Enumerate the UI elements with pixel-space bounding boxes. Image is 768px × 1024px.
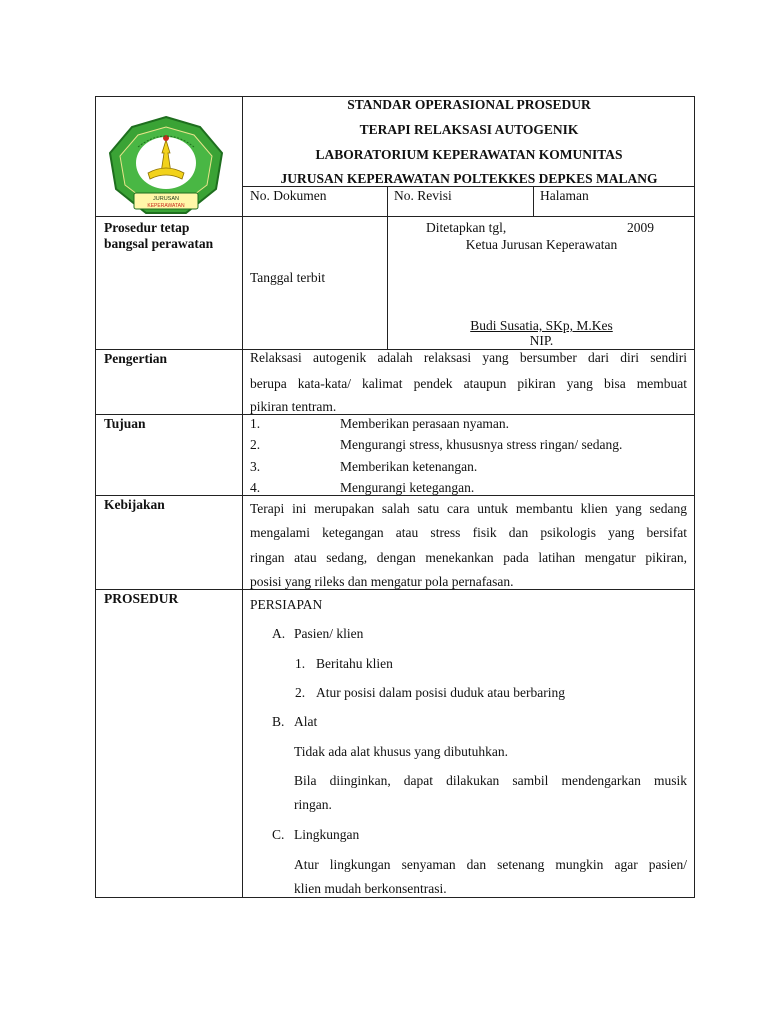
tujuan-item-number: 1. bbox=[250, 416, 261, 431]
prosedur-tetap-label: Prosedur tetap bbox=[104, 220, 190, 235]
tahun-text: 2009 bbox=[627, 220, 654, 235]
step-number: 1. bbox=[295, 656, 306, 671]
tujuan-item-number: 2. bbox=[250, 437, 261, 452]
kebijakan-line: Terapi ini merupakan salah satu cara untuk membantu klien yang sedang bbox=[250, 501, 687, 516]
institution-logo bbox=[104, 113, 228, 219]
section-c-title: Lingkungan bbox=[294, 827, 360, 842]
pengertian-line: pikiran tentram. bbox=[250, 399, 337, 414]
pengertian-line: Relaksasi autogenik adalah relaksasi yang bersumber dari diri sendiri bbox=[250, 350, 687, 365]
header-title-4: JURUSAN KEPERAWATAN POLTEKKES DEPKES MALANG bbox=[280, 171, 658, 186]
prosedur-tetap-label-2: bangsal perawatan bbox=[104, 236, 214, 251]
kebijakan-line: posisi yang rileks dan mengatur pola pernafasan. bbox=[250, 574, 514, 589]
pengertian-line: berupa kata-kata/ kalimat pendek ataupun pikiran yang bisa membuat bbox=[250, 376, 687, 391]
signatory-name: Budi Susatia, SKp, M.Kes bbox=[470, 318, 613, 333]
nip-text: NIP. bbox=[529, 333, 554, 348]
section-b-line: Tidak ada alat khusus yang dibutuhkan. bbox=[294, 744, 508, 759]
section-b-line: Bila diinginkan, dapat dilakukan sambil mendengarkan musik bbox=[294, 773, 687, 788]
step-number: 2. bbox=[295, 685, 306, 700]
tujuan-item-number: 3. bbox=[250, 459, 261, 474]
header-title-2: TERAPI RELAKSASI AUTOGENIK bbox=[359, 122, 579, 137]
section-b-title: Alat bbox=[294, 714, 318, 729]
svg-text:KEPERAWATAN: KEPERAWATAN bbox=[147, 203, 185, 209]
tujuan-item-text: Mengurangi stress, khususnya stress ringan/ sedang. bbox=[340, 437, 623, 452]
tujuan-label: Tujuan bbox=[104, 416, 146, 431]
tujuan-item-text: Memberikan perasaan nyaman. bbox=[340, 416, 510, 431]
tanggal-terbit-label: Tanggal terbit bbox=[250, 270, 326, 285]
section-b-letter: B. bbox=[272, 714, 285, 729]
table-divider bbox=[533, 186, 534, 216]
section-a-title: Pasien/ klien bbox=[294, 626, 364, 641]
section-c-line: Atur lingkungan senyaman dan setenang mungkin agar pasien/ bbox=[294, 857, 687, 872]
step-text: Beritahu klien bbox=[316, 656, 393, 671]
ditetapkan-text: Ditetapkan tgl, bbox=[426, 220, 507, 235]
ketua-text: Ketua Jurusan Keperawatan bbox=[465, 237, 618, 252]
section-b-line: ringan. bbox=[294, 797, 332, 812]
tujuan-item-number: 4. bbox=[250, 480, 261, 495]
halaman-label: Halaman bbox=[540, 188, 589, 203]
kebijakan-line: ringan atau sedang, dengan menekankan pada latihan mengatur pikiran, bbox=[250, 550, 687, 565]
header-title-3: LABORATORIUM KEPERAWATAN KOMUNITAS bbox=[315, 147, 623, 162]
svg-text:JURUSAN: JURUSAN bbox=[153, 196, 179, 202]
prosedur-label: PROSEDUR bbox=[104, 591, 179, 606]
tujuan-item-text: Mengurangi ketegangan. bbox=[340, 480, 475, 495]
tujuan-item-text: Memberikan ketenangan. bbox=[340, 459, 478, 474]
step-text: Atur posisi dalam posisi duduk atau berbaring bbox=[316, 685, 565, 700]
pengertian-label: Pengertian bbox=[104, 351, 167, 366]
header-title-1: STANDAR OPERASIONAL PROSEDUR bbox=[347, 97, 591, 112]
no-dokumen-label: No. Dokumen bbox=[250, 188, 327, 203]
persiapan-heading: PERSIAPAN bbox=[250, 597, 323, 612]
kebijakan-label: Kebijakan bbox=[104, 497, 165, 512]
no-revisi-label: No. Revisi bbox=[394, 188, 452, 203]
section-c-letter: C. bbox=[272, 827, 285, 842]
kebijakan-line: mengalami ketegangan atau stress fisik dan psikologis yang bersifat bbox=[250, 525, 687, 540]
section-c-line: klien mudah berkonsentrasi. bbox=[294, 881, 447, 896]
section-a-letter: A. bbox=[272, 626, 286, 641]
table-divider bbox=[95, 414, 695, 415]
